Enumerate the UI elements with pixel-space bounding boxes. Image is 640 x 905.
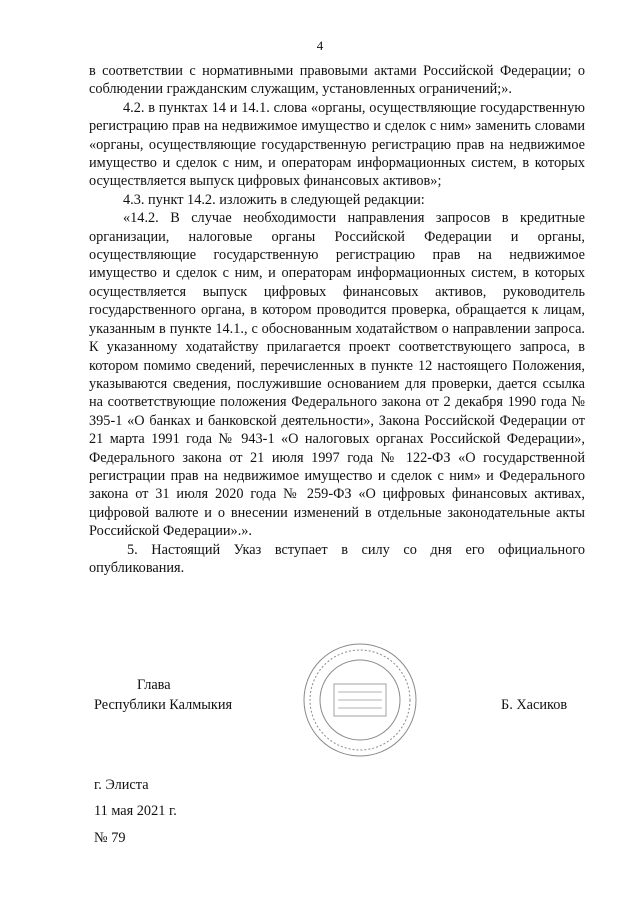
- paragraph-14-2: «14.2. В случае необходимости направления запросов в кредитные организации, налоговые органы Российской Федерации и органы, осуществляющие государственную регистрацию прав на недвижимое имущество и сделок с ним, и операторам информационных систем, в которых осуществляется выпуск цифровых финансовых активов, руководитель государственного органа, в котором проводится проверка, обращается к лицам, указанным в пункте 14.1., с обоснованным ходатайством о направлении запроса. К указанному ходатайству прилагается проект соответствующего запроса, в котором помимо сведений, перечисленных в пункте 12 настоящего Положения, указываются сведения, послужившие основанием для проверки, дается ссылка на соответствующие положения Федерального закона от 2 декабря 1990 года № 395-1 «О банках и банковской деятельности», Закона Российской Федерации от 21 марта 1991 года № 943-1 «О налоговых органах Российской Федерации», Федерального закона от 21 июля 1997 года № 122-ФЗ «О государственной регистрации прав на недвижимое имущество и сделок с ним» и Федерального закона от 31 июля 2020 года № 259-ФЗ «О цифровых финансовых активах, цифровой валюте и о внесении изменений в отдельные законодательные акты Российской Федерации».».: [89, 210, 585, 540]
- paragraph-continuation: в соответствии с нормативными правовыми актами Российской Федерации; о соблюдении гражданским служащим, установленных ограничений;».: [89, 63, 585, 98]
- paragraph-5: 5. Настоящий Указ вступает в силу со дня его официального опубликования.: [89, 541, 585, 576]
- paragraph-4-3: 4.3. пункт 14.2. изложить в следующей редакции:: [123, 191, 425, 208]
- signature-name: Б. Хасиков: [501, 697, 568, 713]
- footer-number: № 79: [94, 830, 126, 846]
- signature-title-line1: Глава: [137, 677, 171, 693]
- page-number: 4: [316, 38, 324, 53]
- footer-date: 11 мая 2021 г.: [94, 803, 177, 819]
- signature-title-line2: Республики Калмыкия: [94, 697, 233, 713]
- document-body: [89, 62, 585, 577]
- footer-city: г. Элиста: [94, 777, 149, 793]
- paragraph-4-2: 4.2. в пунктах 14 и 14.1. слова «органы, осуществляющие государственную регистрацию прав на недвижимое имущество и сделок с ним» заменить словами «органы, осуществляющие государственную регистрацию прав на недвижимое имущество и сделок с ним, и операторам информационных систем, в которых осуществляется выпуск цифровых финансовых активов»;: [89, 99, 585, 190]
- official-seal-stamp: [300, 640, 420, 760]
